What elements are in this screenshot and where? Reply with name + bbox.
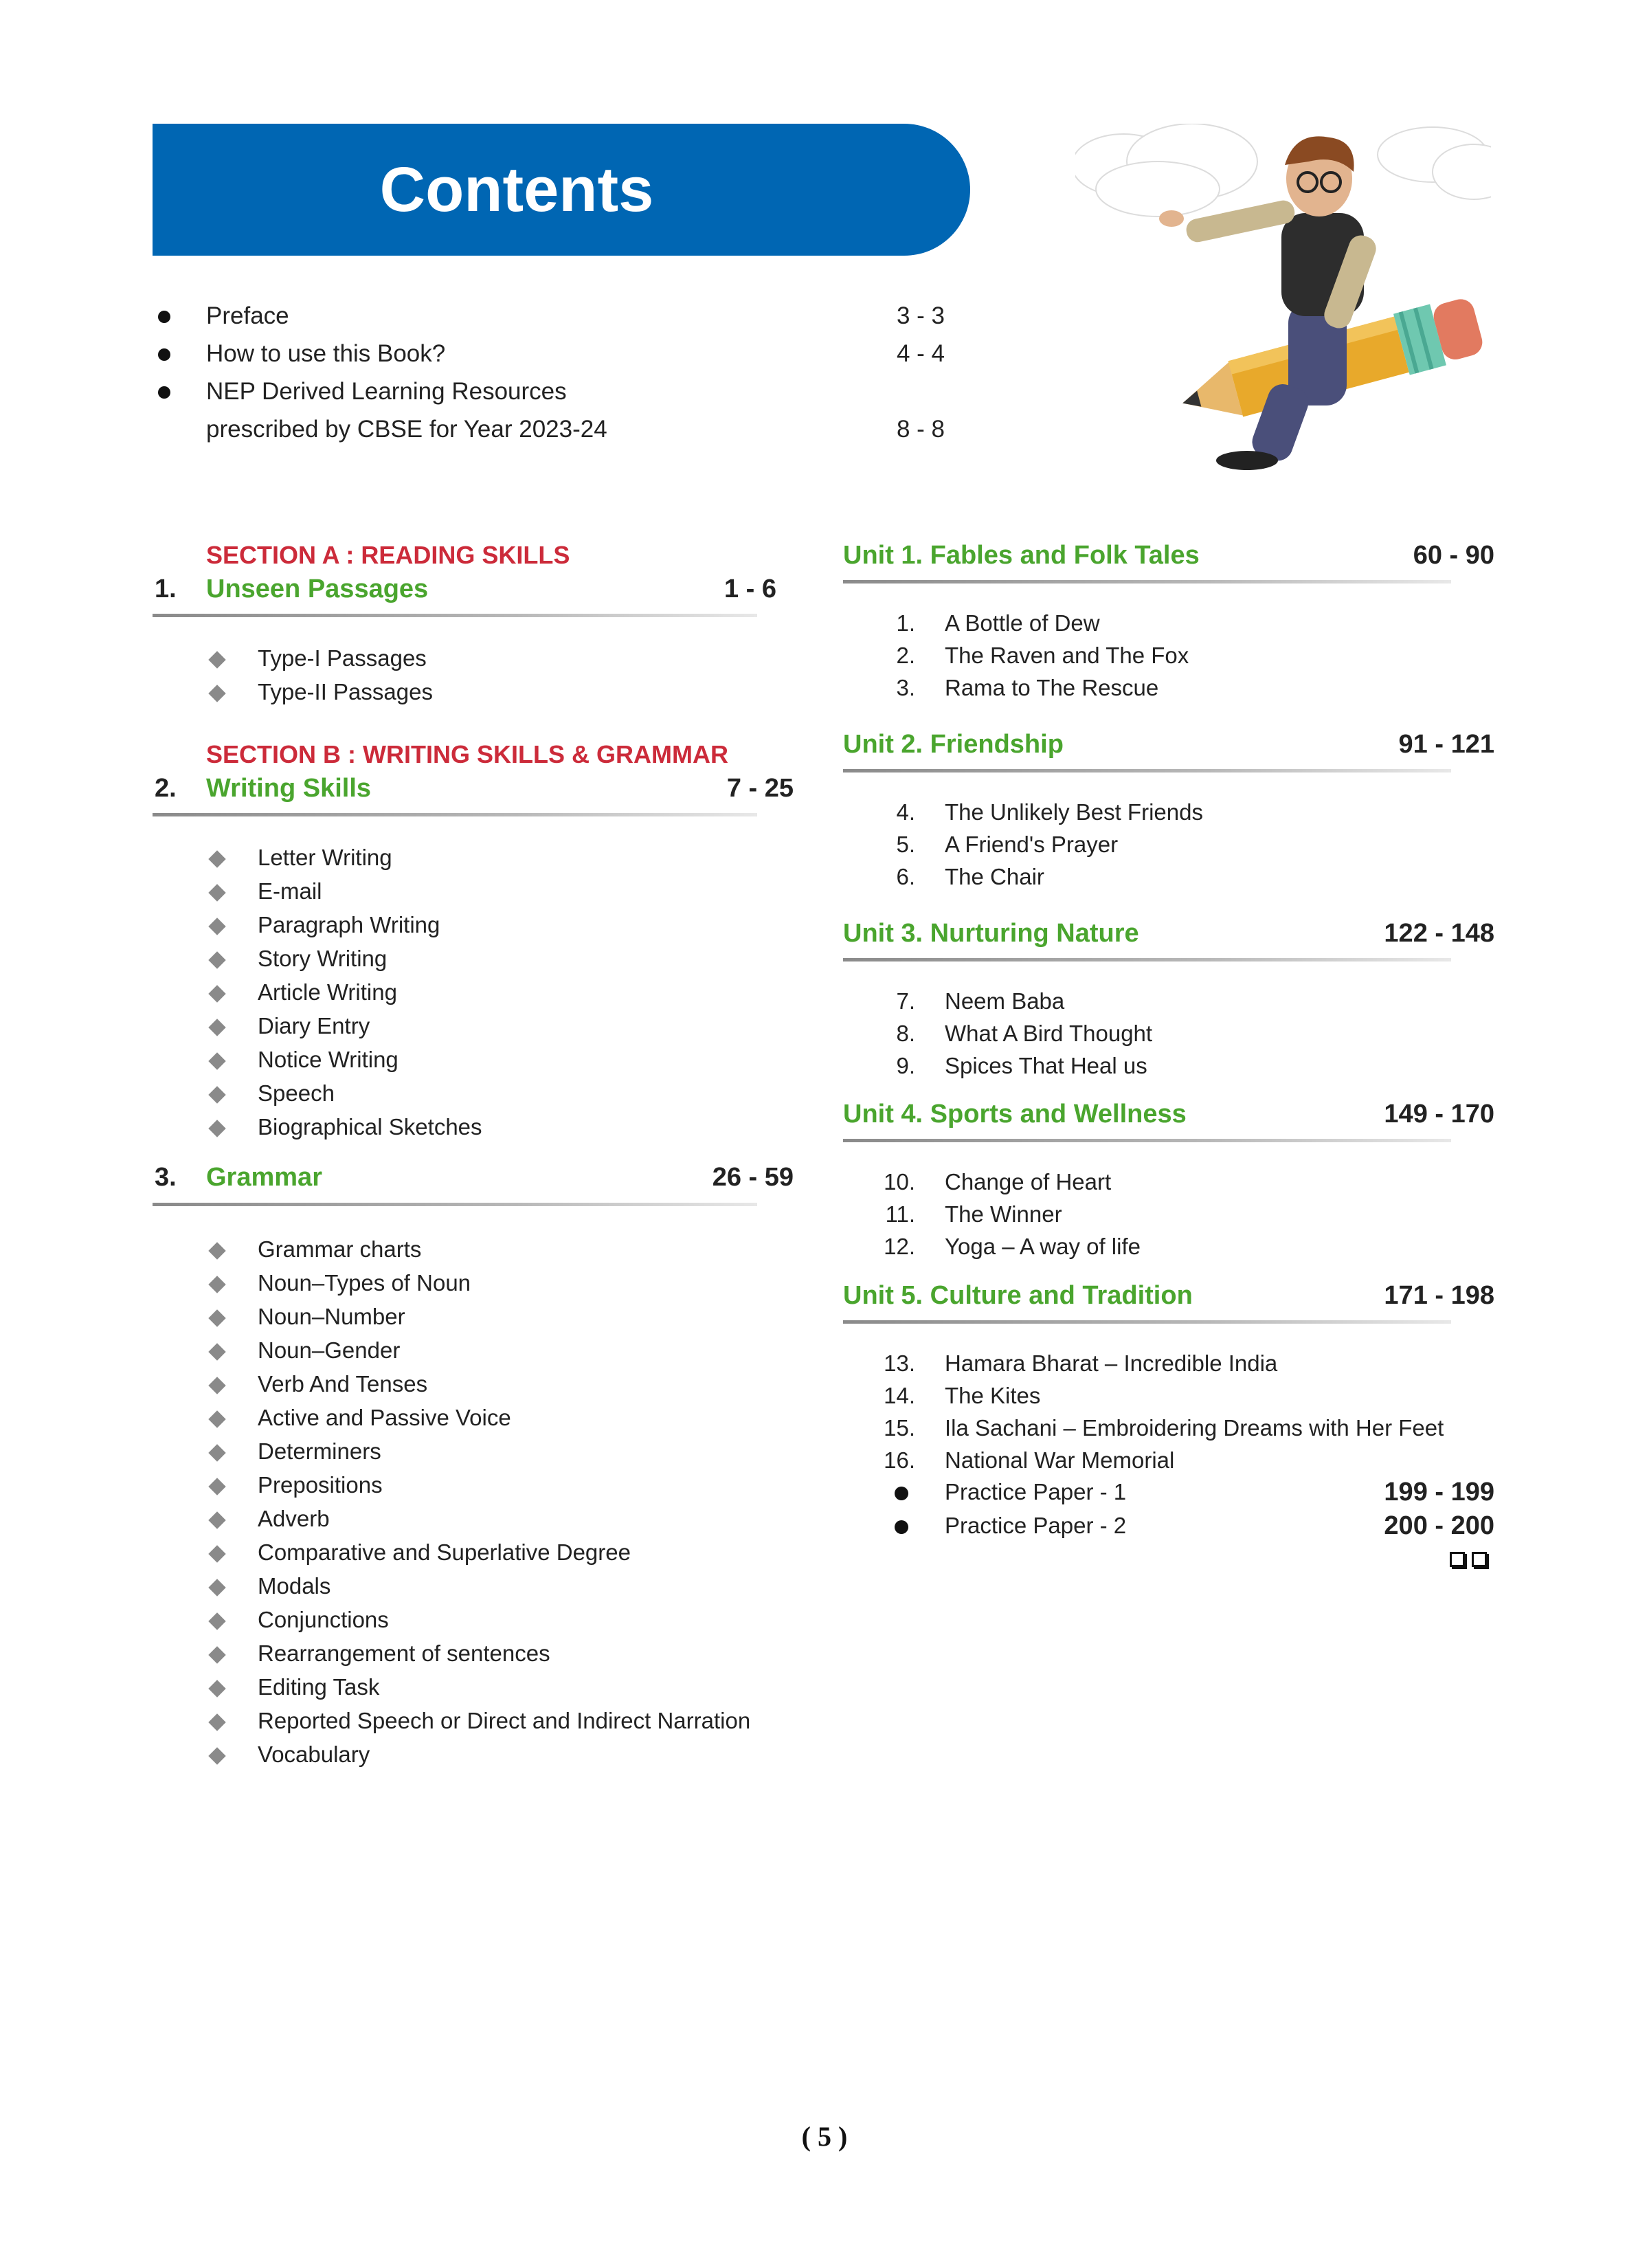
- chapter-title: Grammar: [206, 1163, 322, 1192]
- divider: [153, 813, 757, 816]
- list-item: Grammar charts: [258, 1236, 422, 1262]
- diamond-bullet-icon: [208, 1680, 225, 1697]
- list-item: Verb And Tenses: [258, 1371, 428, 1397]
- diamond-bullet-icon: [208, 850, 225, 867]
- boy-on-pencil-illustration: [1075, 124, 1491, 474]
- end-box-icon: [1472, 1552, 1487, 1567]
- list-item: Prepositions: [258, 1472, 383, 1498]
- item-number: 15.: [884, 1415, 915, 1441]
- diamond-bullet-icon: [208, 685, 225, 702]
- chapter-range: 26 - 59: [712, 1163, 794, 1192]
- fm-nep: NEP Derived Learning Resources: [206, 378, 567, 405]
- list-item: E-mail: [258, 878, 322, 904]
- list-item: Biographical Sketches: [258, 1114, 482, 1139]
- list-item: Reported Speech or Direct and Indirect Narration: [258, 1708, 751, 1733]
- diamond-bullet-icon: [208, 1086, 225, 1103]
- diamond-bullet-icon: [208, 884, 225, 901]
- item-number: 13.: [884, 1350, 915, 1376]
- fm-nep-pages: 8 - 8: [896, 416, 945, 443]
- chapter-number: 3.: [155, 1163, 177, 1192]
- divider: [843, 958, 1451, 961]
- list-item: Change of Heart: [945, 1169, 1112, 1194]
- diamond-bullet-icon: [208, 1377, 225, 1394]
- fm-how-to-use: How to use this Book?: [206, 340, 446, 367]
- diamond-bullet-icon: [208, 1579, 225, 1596]
- practice-paper-2: Practice Paper - 2: [945, 1513, 1127, 1538]
- item-number: 10.: [884, 1169, 915, 1194]
- end-box-icon: [1450, 1552, 1465, 1567]
- unit-title: Unit 3. Nurturing Nature: [843, 919, 1139, 948]
- item-number: 3.: [896, 675, 915, 700]
- fm-nep-line2: prescribed by CBSE for Year 2023-24: [206, 416, 607, 443]
- list-item: Spices That Heal us: [945, 1053, 1147, 1078]
- list-item: Modals: [258, 1573, 331, 1599]
- diamond-bullet-icon: [208, 1309, 225, 1326]
- fm-how-to-use-pages: 4 - 4: [896, 340, 945, 367]
- section-b-heading: SECTION B : WRITING SKILLS & GRAMMAR: [206, 740, 728, 768]
- list-item: Diary Entry: [258, 1013, 370, 1038]
- list-item: The Kites: [945, 1383, 1041, 1408]
- list-item: National War Memorial: [945, 1447, 1175, 1473]
- list-item: Noun–Number: [258, 1304, 405, 1329]
- practice-paper-1: Practice Paper - 1: [945, 1479, 1127, 1504]
- diamond-bullet-icon: [208, 1713, 225, 1731]
- section-a-heading: SECTION A : READING SKILLS: [206, 541, 570, 569]
- chapter-title: Unseen Passages: [206, 575, 429, 603]
- bullet-icon: [895, 1487, 908, 1500]
- list-item: A Bottle of Dew: [945, 610, 1100, 636]
- list-item: Vocabulary: [258, 1742, 370, 1767]
- item-number: 8.: [896, 1021, 915, 1046]
- diamond-bullet-icon: [208, 918, 225, 935]
- chapter-range: 7 - 25: [726, 774, 794, 803]
- list-item: Article Writing: [258, 979, 397, 1005]
- list-item: Yoga – A way of life: [945, 1234, 1141, 1259]
- diamond-bullet-icon: [208, 1242, 225, 1259]
- list-item: Comparative and Superlative Degree: [258, 1539, 631, 1565]
- bullet-icon: [158, 348, 170, 361]
- unit-title: Unit 1. Fables and Folk Tales: [843, 541, 1200, 570]
- list-item: Ila Sachani – Embroidering Dreams with Her Feet: [945, 1415, 1444, 1441]
- item-number: 7.: [896, 988, 915, 1014]
- list-item: Determiners: [258, 1438, 381, 1464]
- list-item: Letter Writing: [258, 845, 392, 870]
- chapter-title: Writing Skills: [206, 774, 372, 803]
- list-item: What A Bird Thought: [945, 1021, 1153, 1046]
- item-number: 11.: [885, 1201, 915, 1227]
- unit-range: 149 - 170: [1384, 1100, 1494, 1129]
- list-item: A Friend's Prayer: [945, 832, 1119, 857]
- diamond-bullet-icon: [208, 1747, 225, 1764]
- bullet-icon: [158, 386, 170, 399]
- list-item: Adverb: [258, 1506, 330, 1531]
- list-item: Notice Writing: [258, 1047, 399, 1072]
- list-item: Type-II Passages: [258, 679, 433, 704]
- chapter-number: 1.: [155, 575, 177, 603]
- diamond-bullet-icon: [208, 1343, 225, 1360]
- fm-preface: Preface: [206, 302, 289, 329]
- item-number: 2.: [896, 643, 915, 668]
- chapter-range: 1 - 6: [723, 575, 776, 603]
- item-number: 14.: [884, 1383, 915, 1408]
- item-number: 12.: [884, 1234, 915, 1259]
- item-number: 1.: [896, 610, 915, 636]
- item-number: 5.: [896, 832, 915, 857]
- list-item: Noun–Types of Noun: [258, 1270, 471, 1296]
- list-item: Neem Baba: [945, 988, 1065, 1014]
- list-item: Paragraph Writing: [258, 912, 440, 937]
- chapter-number: 2.: [155, 774, 177, 803]
- bullet-icon: [895, 1520, 908, 1534]
- list-item: Rama to The Rescue: [945, 675, 1159, 700]
- diamond-bullet-icon: [208, 985, 225, 1002]
- divider: [153, 614, 757, 617]
- diamond-bullet-icon: [208, 1276, 225, 1293]
- list-item: Rearrangement of sentences: [258, 1641, 550, 1666]
- list-item: The Winner: [945, 1201, 1062, 1227]
- diamond-bullet-icon: [208, 1478, 225, 1495]
- diamond-bullet-icon: [208, 1120, 225, 1137]
- diamond-bullet-icon: [208, 1444, 225, 1461]
- bullet-icon: [158, 311, 170, 323]
- practice-paper-1-range: 199 - 199: [1384, 1478, 1494, 1507]
- diamond-bullet-icon: [208, 1646, 225, 1663]
- item-number: 9.: [896, 1053, 915, 1078]
- unit-range: 171 - 198: [1384, 1281, 1494, 1310]
- list-item: Noun–Gender: [258, 1337, 401, 1363]
- unit-title: Unit 5. Culture and Tradition: [843, 1281, 1193, 1310]
- divider: [843, 580, 1451, 583]
- item-number: 4.: [896, 799, 915, 825]
- divider: [843, 1139, 1451, 1142]
- unit-range: 60 - 90: [1413, 541, 1494, 570]
- page-number: ( 5 ): [801, 2121, 848, 2152]
- list-item: Conjunctions: [258, 1607, 389, 1632]
- item-number: 16.: [884, 1447, 915, 1473]
- divider: [843, 769, 1451, 772]
- list-item: Story Writing: [258, 946, 388, 971]
- practice-paper-2-range: 200 - 200: [1384, 1511, 1494, 1540]
- list-item: Type-I Passages: [258, 645, 427, 671]
- list-item: Hamara Bharat – Incredible India: [945, 1350, 1278, 1376]
- list-item: Active and Passive Voice: [258, 1405, 511, 1430]
- page-title: Contents: [379, 155, 654, 225]
- list-item: The Raven and The Fox: [945, 643, 1189, 668]
- list-item: The Unlikely Best Friends: [945, 799, 1203, 825]
- unit-range: 91 - 121: [1398, 730, 1494, 759]
- diamond-bullet-icon: [208, 1052, 225, 1069]
- diamond-bullet-icon: [208, 1511, 225, 1528]
- unit-title: Unit 4. Sports and Wellness: [843, 1100, 1187, 1129]
- diamond-bullet-icon: [208, 651, 225, 668]
- diamond-bullet-icon: [208, 1019, 225, 1036]
- diamond-bullet-icon: [208, 951, 225, 968]
- list-item: The Chair: [945, 864, 1044, 889]
- fm-preface-pages: 3 - 3: [896, 302, 945, 329]
- diamond-bullet-icon: [208, 1410, 225, 1427]
- list-item: Speech: [258, 1080, 335, 1106]
- diamond-bullet-icon: [208, 1545, 225, 1562]
- divider: [153, 1203, 757, 1206]
- item-number: 6.: [896, 864, 915, 889]
- list-item: Editing Task: [258, 1674, 380, 1700]
- divider: [843, 1320, 1451, 1324]
- unit-title: Unit 2. Friendship: [843, 730, 1064, 759]
- unit-range: 122 - 148: [1384, 919, 1494, 948]
- diamond-bullet-icon: [208, 1612, 225, 1630]
